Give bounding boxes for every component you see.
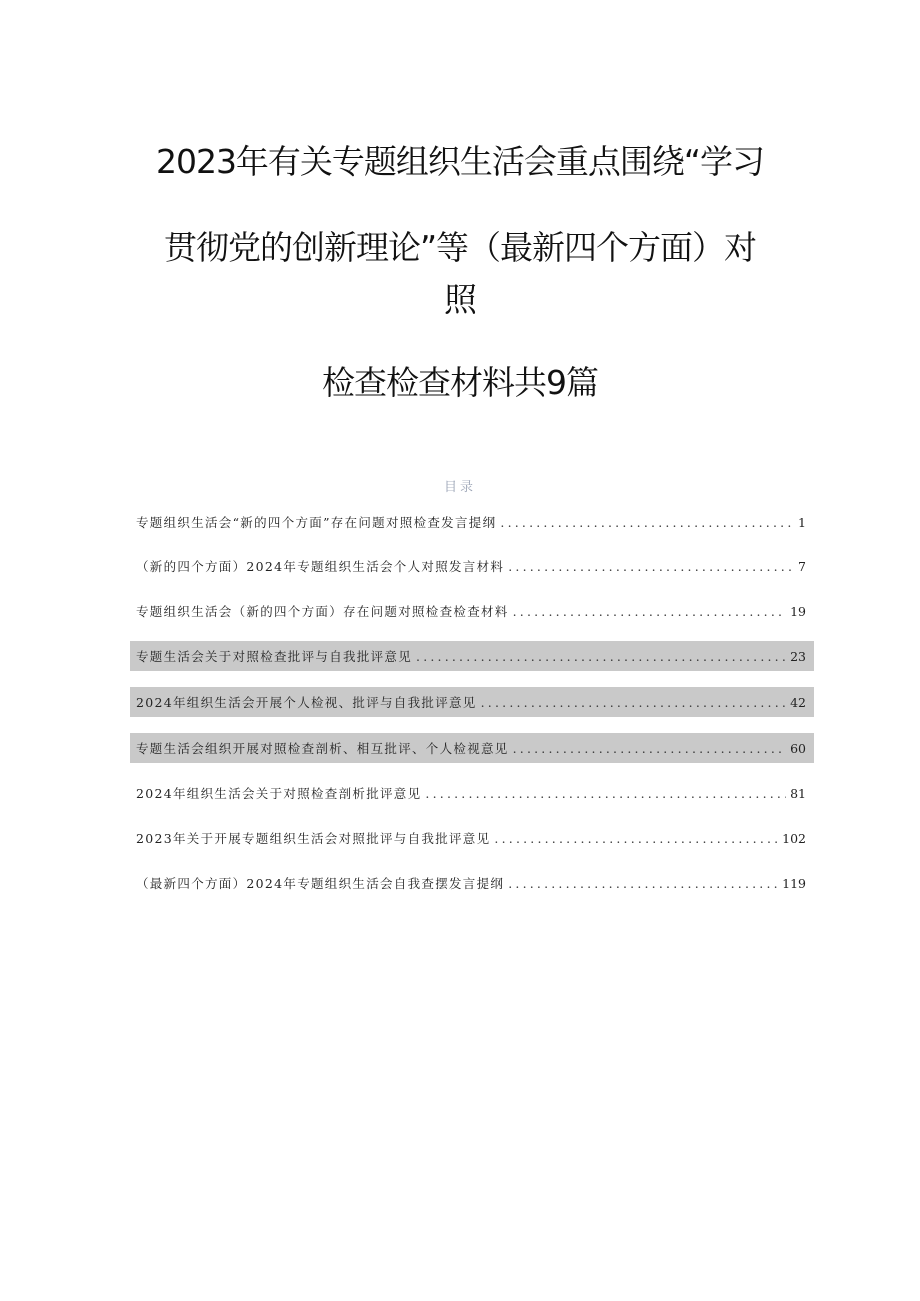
toc-leader-dots [508, 876, 778, 891]
toc-item-label: 2024年组织生活会关于对照检查剖析批评意见 [136, 786, 422, 801]
toc-leader-dots [500, 515, 794, 530]
toc-item-page: 7 [798, 558, 806, 574]
toc-item-label: （新的四个方面）2024年专题组织生活会个人对照发言材料 [136, 559, 505, 574]
title-line-3: 照 [444, 280, 476, 319]
toc-item-label: （最新四个方面）2024年专题组织生活会自我查摆发言提纲 [136, 876, 505, 891]
toc-item[interactable] [130, 823, 814, 853]
toc-item-page: 42 [790, 694, 806, 710]
title-line-1: 2023年有关专题组织生活会重点围绕“学习 [155, 142, 765, 181]
toc-item[interactable] [130, 868, 814, 898]
toc-item-label: 2023年关于开展专题组织生活会对照批评与自我批评意见 [136, 831, 491, 846]
toc-item-label: 2024年组织生活会开展个人检视、批评与自我批评意见 [136, 695, 477, 710]
toc-item-page: 119 [782, 875, 806, 891]
toc-item-label: 专题生活会组织开展对照检查剖析、相互批评、个人检视意见 [136, 741, 509, 756]
toc-leader-dots [416, 649, 786, 664]
toc-item-page: 1 [798, 514, 806, 530]
toc-item-page: 81 [790, 785, 806, 801]
toc-item[interactable] [130, 596, 814, 626]
toc-item-label: 专题生活会关于对照检查批评与自我批评意见 [136, 649, 413, 664]
toc-item-page: 23 [790, 648, 806, 664]
toc-item-highlighted[interactable] [130, 733, 814, 763]
title-line-2: 贯彻党的创新理论”等（最新四个方面）对 [163, 228, 757, 267]
toc-item[interactable] [130, 778, 814, 808]
toc-item[interactable] [130, 551, 814, 581]
toc-item-label: 专题组织生活会“新的四个方面”存在问题对照检查发言提纲 [136, 515, 497, 530]
toc-item-page: 19 [790, 603, 806, 619]
toc-item-label: 专题组织生活会（新的四个方面）存在问题对照检查检查材料 [136, 604, 509, 619]
toc-leader-dots [513, 741, 786, 756]
toc-item-page: 102 [782, 830, 806, 846]
toc-item-highlighted[interactable] [130, 687, 814, 717]
toc-leader-dots [508, 559, 794, 574]
toc-leader-dots [425, 786, 786, 801]
toc-item-page: 60 [790, 740, 806, 756]
toc-leader-dots [481, 695, 786, 710]
toc-item-highlighted[interactable] [130, 641, 814, 671]
toc-heading: 目录 [443, 480, 476, 495]
toc-leader-dots [494, 831, 778, 846]
title-line-4: 检查检查材料共9篇 [322, 363, 598, 402]
toc-item[interactable] [130, 507, 814, 537]
toc-leader-dots [513, 604, 786, 619]
